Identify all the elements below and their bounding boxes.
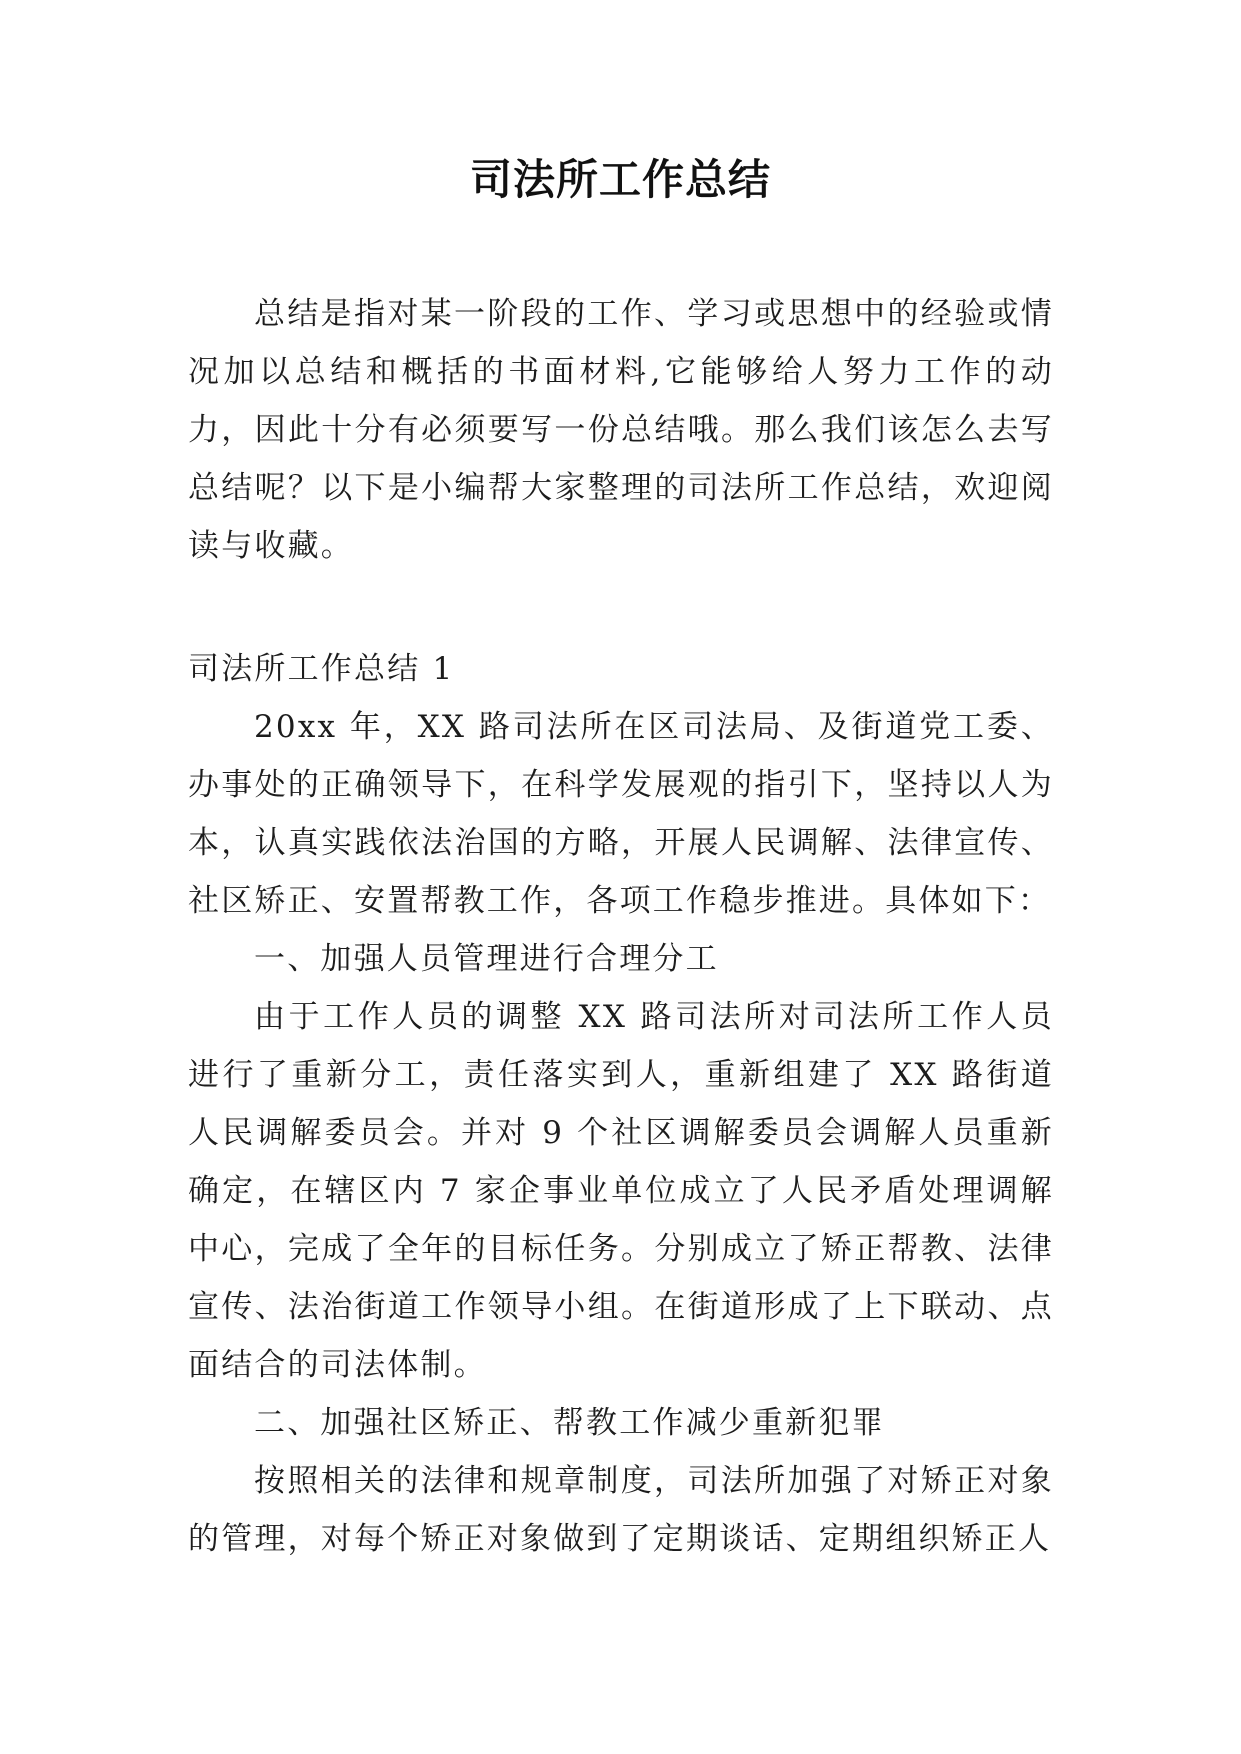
section-heading: 司法所工作总结 1 xyxy=(188,651,455,687)
body-paragraph: 由于工作人员的调整 XX 路司法所对司法所工作人员进行了重新分工，责任落实到人，重新组建了 XX 路街道人民调解委员会。并对 9 个社区调解委员会调解人员重新确定，在辖区内 7 家企事业单位成立了人民矛盾处理调解中心，完成了全年的目标任务。分别成立了矫正帮教、法律宣传、法治街道工作领导小组。在街道形成了上下联动、点面结合的司法体制。 xyxy=(188,999,1054,1383)
intro-block xyxy=(188,285,1054,575)
document-title: 司法所工作总结 xyxy=(469,155,771,204)
body-paragraph: 按照相关的法律和规章制度，司法所加强了对矫正对象的管理，对每个矫正对象做到了定期谈话、定期组织矫正人 xyxy=(188,1463,1054,1557)
subheading: 二、加强社区矫正、帮教工作减少重新犯罪 xyxy=(254,1405,885,1441)
intro-paragraph: 总结是指对某一阶段的工作、学习或思想中的经验或情况加以总结和概括的书面材料,它能够给人努力工作的动力，因此十分有必须要写一份总结哦。那么我们该怎么去写总结呢？以下是小编帮大家整理的司法所工作总结，欢迎阅读与收藏。 xyxy=(188,296,1054,564)
subheading: 一、加强人员管理进行合理分工 xyxy=(254,941,719,977)
section-1 xyxy=(188,640,1054,1568)
body-paragraph: 20xx 年，XX 路司法所在区司法局、及街道党工委、办事处的正确领导下，在科学发展观的指引下，坚持以人为本，认真实践依法治国的方略，开展人民调解、法律宣传、社区矫正、安置帮教工作，各项工作稳步推进。具体如下： xyxy=(188,709,1054,919)
